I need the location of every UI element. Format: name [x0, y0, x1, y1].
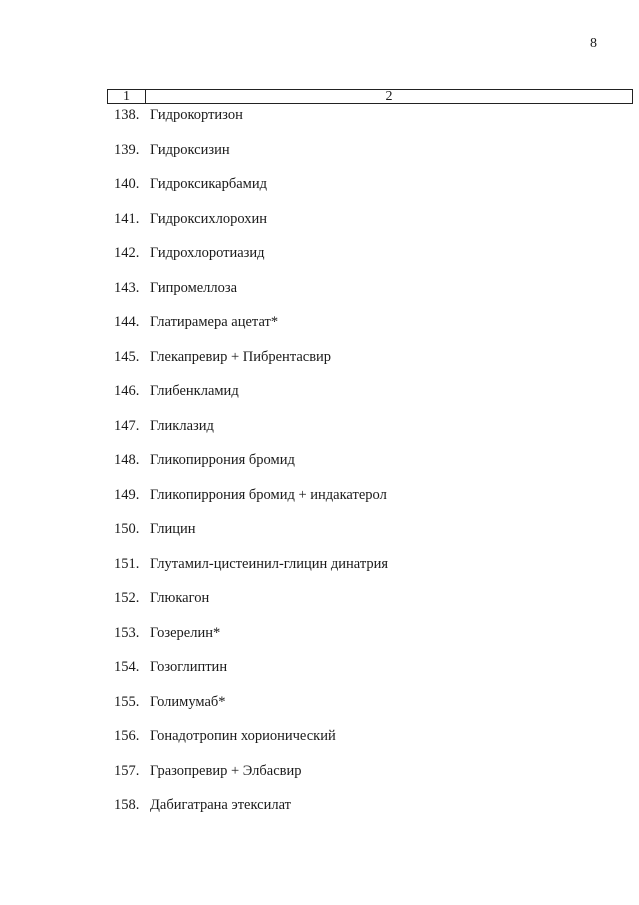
list-item-number: 153.	[114, 624, 140, 641]
table-header-col-2: 2	[385, 89, 393, 104]
list-item-number: 141.	[114, 210, 140, 227]
list-item-name: Глибенкламид	[150, 383, 239, 399]
list-item-number: 150.	[114, 521, 140, 537]
list-item-number: 155.	[114, 693, 140, 710]
list-item-number: 144.	[114, 314, 140, 330]
list-item	[114, 727, 388, 762]
list-item-name: Гидрохлоротиазид	[150, 245, 265, 261]
list-item-name: Глатирамера ацетат*	[150, 314, 279, 330]
list-item	[114, 175, 388, 210]
list-item-name: Глекапревир + Пибрентасвир	[150, 348, 332, 365]
list-item	[114, 555, 388, 590]
list-item-number: 157.	[114, 762, 140, 779]
drug-list	[114, 106, 388, 831]
list-item-number: 140.	[114, 176, 140, 192]
list-item	[114, 451, 388, 486]
list-item	[114, 313, 388, 348]
list-item-name: Глицин	[150, 521, 196, 537]
list-item	[114, 520, 388, 555]
list-item	[114, 762, 388, 797]
table-header-col-1: 1	[108, 90, 146, 103]
list-item-number: 148.	[114, 452, 140, 468]
list-item-name: Дабигатрана этексилат	[150, 797, 291, 813]
list-item-number: 145.	[114, 348, 140, 365]
list-item	[114, 141, 388, 176]
list-item-name: Гидрокортизон	[150, 107, 243, 123]
list-item-number: 139.	[114, 141, 140, 158]
list-item-name: Глюкагон	[150, 590, 210, 606]
list-item-number: 142.	[114, 245, 140, 261]
list-item	[114, 417, 388, 452]
list-item-name: Гозоглиптин	[150, 659, 228, 675]
list-item-number: 156.	[114, 728, 140, 744]
list-item	[114, 244, 388, 279]
list-item-number: 149.	[114, 486, 140, 503]
list-item	[114, 796, 388, 831]
list-item-number: 151.	[114, 555, 140, 572]
list-item	[114, 279, 388, 314]
list-item	[114, 658, 388, 693]
list-item-name: Гразопревир + Элбасвир	[150, 762, 302, 779]
list-item-name: Гозерелин*	[150, 624, 221, 641]
list-item-number: 147.	[114, 417, 140, 434]
list-item-name: Гонадотропин хорионический	[150, 728, 336, 744]
list-item	[114, 348, 388, 383]
list-item-number: 138.	[114, 107, 140, 123]
list-item	[114, 589, 388, 624]
list-item-name: Гликлазид	[150, 417, 214, 434]
list-item	[114, 106, 388, 141]
page-number: 8	[590, 36, 597, 51]
list-item	[114, 693, 388, 728]
list-item	[114, 210, 388, 245]
list-item-number: 154.	[114, 659, 140, 675]
list-item-name: Глутамил-цистеинил-глицин динатрия	[150, 555, 389, 572]
list-item	[114, 486, 388, 521]
list-item-name: Гидроксикарбамид	[150, 176, 267, 192]
list-item-name: Гидроксихлорохин	[150, 210, 267, 227]
table-header	[107, 89, 633, 104]
list-item-number: 146.	[114, 383, 140, 399]
list-item-name: Гликопиррония бромид + индакатерол	[150, 486, 387, 503]
list-item-number: 143.	[114, 279, 140, 296]
list-item-number: 158.	[114, 797, 140, 813]
list-item-name: Гидроксизин	[150, 141, 230, 158]
list-item-name: Гликопиррония бромид	[150, 452, 295, 468]
list-item-name: Гипромеллоза	[150, 279, 238, 296]
list-item	[114, 624, 388, 659]
list-item-number: 152.	[114, 590, 140, 606]
list-item-name: Голимумаб*	[150, 693, 226, 710]
list-item	[114, 382, 388, 417]
